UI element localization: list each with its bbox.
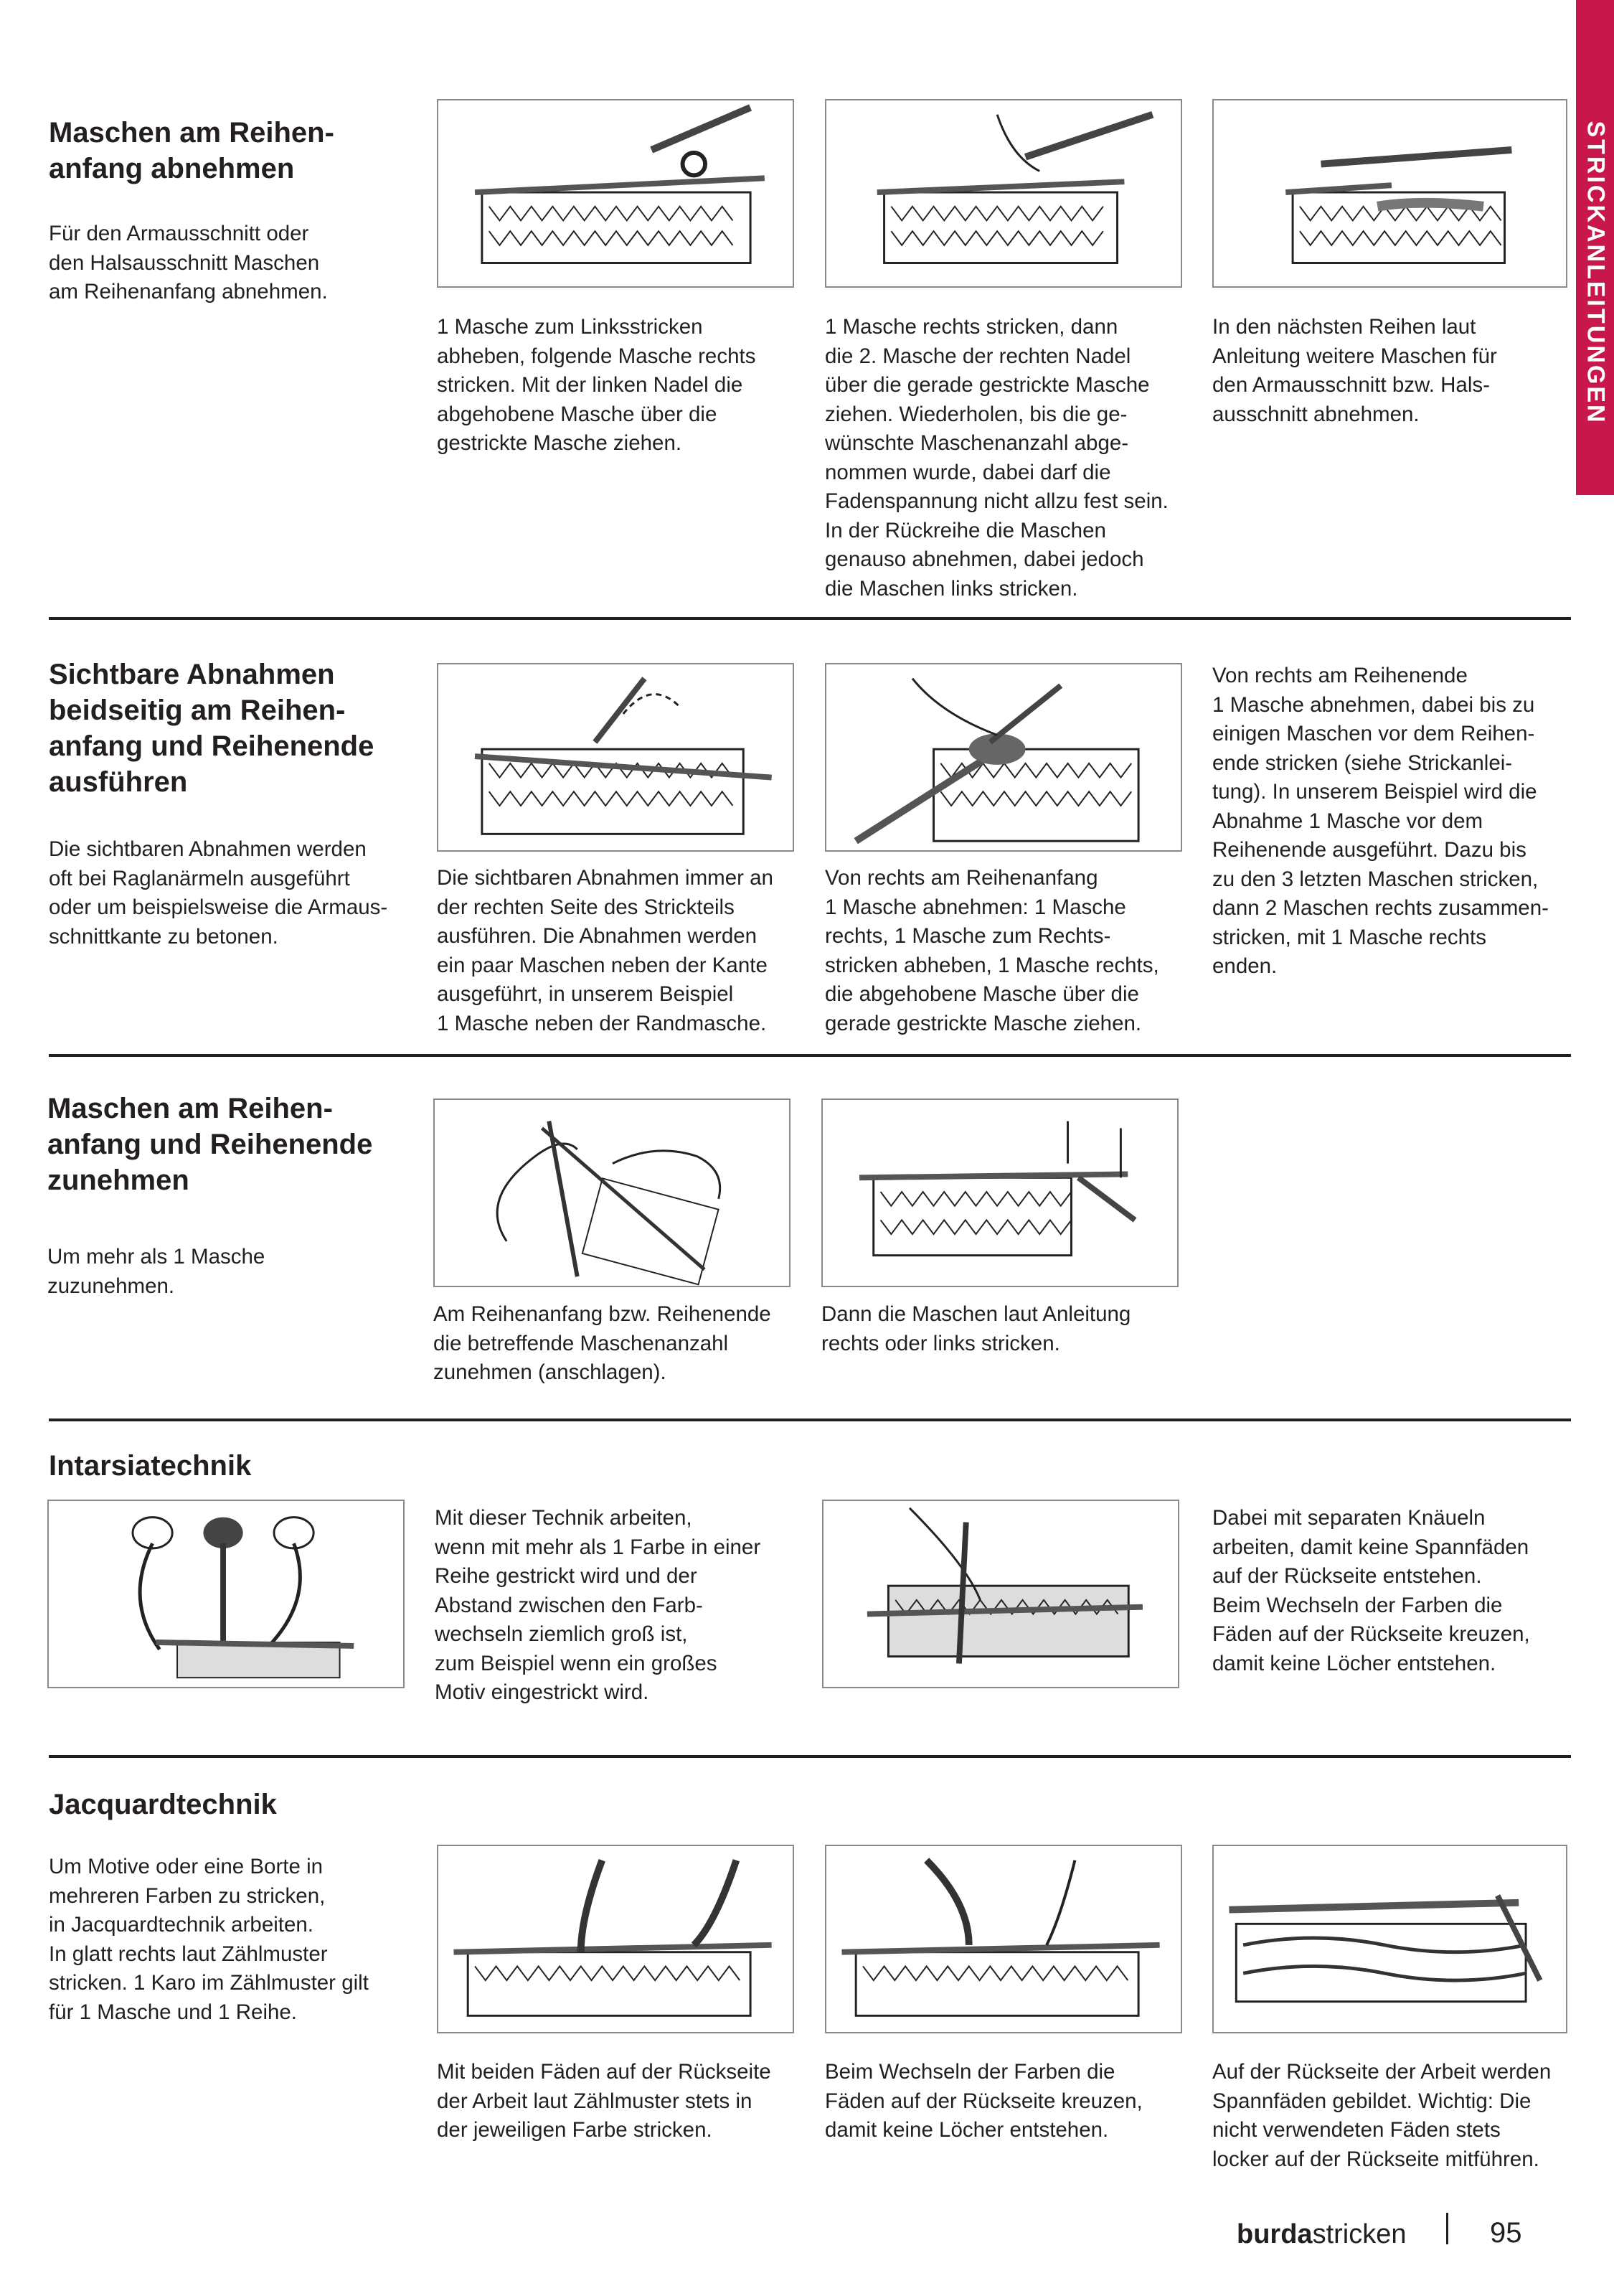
knitting-illustration-graphic: [435, 1100, 789, 1286]
step-text: Dabei mit separaten Knäueln arbeiten, damit keine Spannfäden auf der Rückseite entstehen. Beim Wechseln der Farben die Fäden auf der Rückseite kreuzen, damit keine Löcher entstehen.: [1212, 1506, 1530, 1675]
footer-separator: [1446, 2213, 1448, 2244]
section-divider: [49, 1418, 1571, 1421]
knitting-illustration-graphic: [826, 664, 1181, 850]
step-text: In den nächsten Reihen laut Anleitung weitere Maschen für den Armausschnitt bzw. Hals- ausschnitt abnehmen.: [1212, 315, 1497, 426]
section-tab-label: STRICKANLEITUNGEN: [1582, 121, 1609, 425]
section-divider: [49, 1054, 1571, 1057]
knitting-illustration-graphic: [826, 100, 1181, 286]
knitting-illustration-graphic: [438, 1846, 793, 2032]
section-tab: [1576, 0, 1614, 495]
knitting-illustration: [47, 1500, 405, 1688]
step-text: Beim Wechseln der Farben die Fäden auf der Rückseite kreuzen, damit keine Löcher entstehen.: [825, 2060, 1143, 2142]
step-text: Die sichtbaren Abnahmen immer an der rechten Seite des Strickteils ausführen. Die Abnahmen werden ein paar Maschen neben der Kante ausgeführt, in unserem Beispiel 1 Masche neben der Randmasche.: [437, 866, 773, 1035]
knitting-illustration-graphic: [823, 1100, 1177, 1286]
section-intro-sichtbare-abnahmen: Die sichtbaren Abnahmen werden oft bei Raglanärmeln ausgeführt oder um beispielsweise die Armaus- schnittkante zu betonen.: [49, 837, 388, 949]
step-text: Mit beiden Fäden auf der Rückseite der Arbeit laut Zählmuster stets in der jeweiligen Farbe stricken.: [437, 2060, 771, 2142]
section-intro-jacquardtechnik: Um Motive oder eine Borte in mehreren Farben zu stricken, in Jacquardtechnik arbeiten. In glatt rechts laut Zählmuster stricken. 1 Karo im Zählmuster gilt für 1 Masche und 1 Reihe.: [49, 1855, 369, 2024]
section-intro-zunehmen: Um mehr als 1 Masche zuzunehmen.: [47, 1245, 265, 1298]
knitting-illustration-graphic: [1214, 1846, 1566, 2032]
page-number: 95: [1490, 2217, 1522, 2249]
knitting-illustration: [822, 1500, 1179, 1688]
knitting-illustration: [437, 663, 794, 852]
knitting-illustration: [437, 99, 794, 288]
magazine-brand: [1237, 2219, 1406, 2250]
knitting-illustration: [433, 1098, 791, 1287]
knitting-illustration-graphic: [49, 1501, 403, 1687]
knitting-illustration-graphic: [438, 664, 793, 850]
step-text: Auf der Rückseite der Arbeit werden Spannfäden gebildet. Wichtig: Die nicht verwendeten Fäden stets locker auf der Rückseite mitführen.: [1212, 2060, 1552, 2171]
section-title-sichtbare-abnahmen: Sichtbare Abnahmen beidseitig am Reihen- anfang und Reihenende ausführen: [49, 659, 374, 798]
knitting-illustration-graphic: [823, 1501, 1178, 1687]
step-text: Am Reihenanfang bzw. Reihenende die betreffende Maschenanzahl zunehmen (anschlagen).: [433, 1302, 771, 1384]
knitting-illustration: [825, 1845, 1182, 2033]
step-text: 1 Masche rechts stricken, dann die 2. Masche der rechten Nadel über die gerade gestrickte Masche ziehen. Wiederholen, bis die ge- wünschte Maschenanzahl abge- nommen wurde, dabei darf die Fadenspannung nicht allzu fest sein. In der Rückreihe die Maschen genauso abnehmen, dabei jedoch die Maschen links stricken.: [825, 315, 1169, 601]
knitting-illustration: [437, 1845, 794, 2033]
section-title-abnehmen: Maschen am Reihen- anfang abnehmen: [49, 117, 334, 184]
section-title-intarsiatechnik: Intarsiatechnik: [49, 1450, 252, 1482]
section-title-jacquardtechnik: Jacquardtechnik: [49, 1789, 277, 1820]
knitting-illustration-graphic: [438, 100, 793, 286]
brand-regular: stricken: [1312, 2219, 1407, 2249]
step-text: Von rechts am Reihenanfang 1 Masche abnehmen: 1 Masche rechts, 1 Masche zum Rechts- stricken abheben, 1 Masche rechts, die abgehobene Masche über die gerade gestrickte Masche ziehen.: [825, 866, 1159, 1035]
knitting-illustration-graphic: [826, 1846, 1181, 2032]
knitting-illustration-graphic: [1214, 100, 1566, 286]
knitting-illustration: [821, 1098, 1179, 1287]
brand-bold: burda: [1237, 2219, 1313, 2249]
step-text: Von rechts am Reihenende 1 Masche abnehmen, dabei bis zu einigen Maschen vor dem Reihen- ende stricken (siehe Strickanlei- tung). In unserem Beispiel wird die Abnahme 1 Masche vor dem Reihenende ausgeführt. Dazu bis zu den 3 letzten Maschen stricken, dann 2 Maschen rechts zusammen- stricken, mit 1 Masche rechts enden.: [1212, 664, 1549, 978]
knitting-illustration: [1212, 1845, 1567, 2033]
section-divider: [49, 617, 1571, 620]
knitting-illustration: [825, 99, 1182, 288]
step-text: Dann die Maschen laut Anleitung rechts oder links stricken.: [821, 1302, 1131, 1355]
section-intro-abnehmen: Für den Armausschnitt oder den Halsausschnitt Maschen am Reihenanfang abnehmen.: [49, 222, 328, 304]
section-divider: [49, 1755, 1571, 1758]
step-text: Mit dieser Technik arbeiten, wenn mit mehr als 1 Farbe in einer Reihe gestrickt wird und der Abstand zwischen den Farb- wechseln ziemlich groß ist, zum Beispiel wenn ein großes Motiv eingestrickt wird.: [435, 1506, 761, 1704]
section-title-zunehmen: Maschen am Reihen- anfang und Reihenende zunehmen: [47, 1093, 373, 1196]
step-text: 1 Masche zum Linksstricken abheben, folgende Masche rechts stricken. Mit der linken Nadel die abgehobene Masche über die gestrickte Masche ziehen.: [437, 315, 756, 455]
knitting-illustration: [1212, 99, 1567, 288]
knitting-illustration: [825, 663, 1182, 852]
